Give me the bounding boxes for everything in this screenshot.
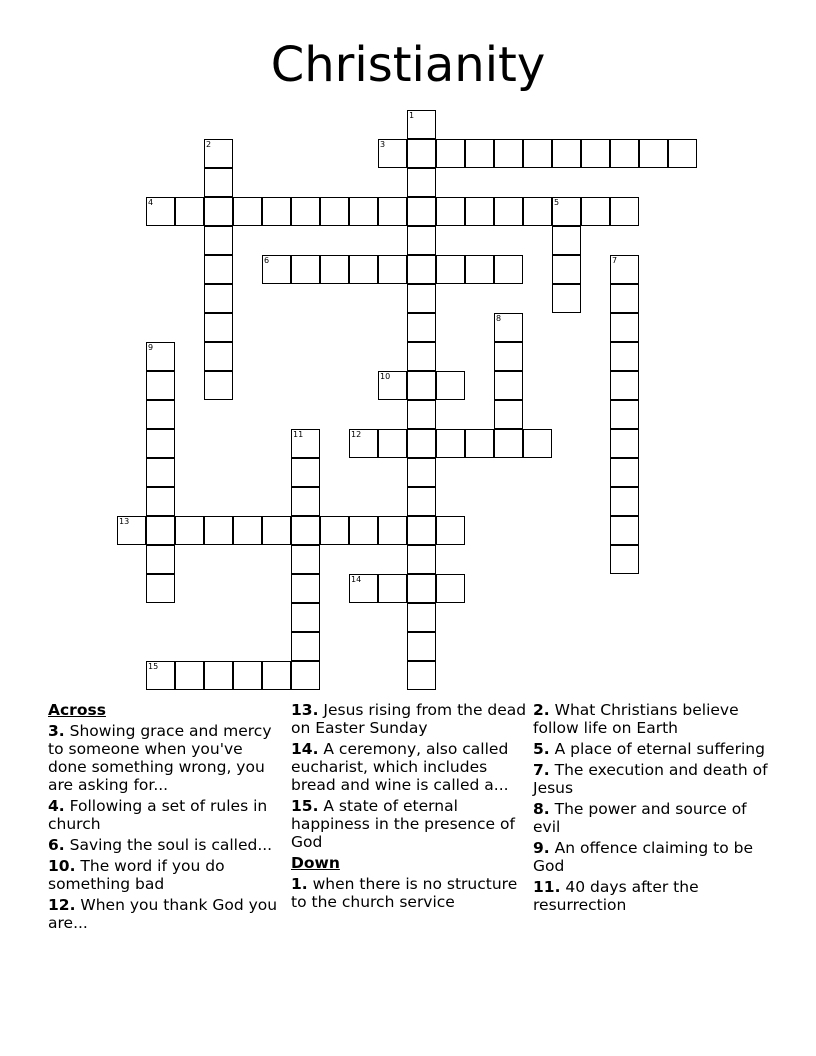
grid-cell[interactable] (407, 400, 436, 429)
grid-cell[interactable] (320, 255, 349, 284)
grid-cell[interactable] (291, 545, 320, 574)
down-heading: Down (291, 854, 340, 872)
grid-cell[interactable] (378, 429, 407, 458)
grid-cell[interactable] (291, 632, 320, 661)
grid-cell[interactable] (146, 400, 175, 429)
across-clue (48, 836, 284, 854)
down-clue (291, 875, 527, 911)
grid-cell[interactable] (494, 371, 523, 400)
grid-cell[interactable] (349, 429, 378, 458)
grid-cell[interactable] (204, 168, 233, 197)
grid-cell[interactable] (668, 139, 697, 168)
grid-cell[interactable] (262, 255, 291, 284)
clue-number: 8 (496, 314, 502, 323)
grid-cell[interactable] (436, 574, 465, 603)
grid-cell[interactable] (233, 516, 262, 545)
grid-cell[interactable] (146, 516, 175, 545)
grid-cell[interactable] (465, 429, 494, 458)
clue-number-label: 6. (48, 836, 65, 854)
clue-text: A state of eternal happiness in the presence of God (291, 797, 515, 851)
grid-cell[interactable] (204, 139, 233, 168)
grid-cell[interactable] (610, 487, 639, 516)
clue-text: Saving the soul is called... (69, 836, 273, 854)
grid-cell[interactable] (146, 429, 175, 458)
grid-cell[interactable] (349, 574, 378, 603)
grid-cell[interactable] (320, 516, 349, 545)
grid-cell[interactable] (436, 371, 465, 400)
grid-cell[interactable] (639, 139, 668, 168)
grid-cell[interactable] (436, 429, 465, 458)
grid-cell[interactable] (407, 284, 436, 313)
clue-text: 40 days after the resurrection (533, 878, 699, 914)
grid-cell[interactable] (523, 429, 552, 458)
across-clue (48, 797, 284, 833)
grid-cell[interactable] (175, 197, 204, 226)
clue-number: 2 (206, 140, 212, 149)
grid-cell[interactable] (204, 226, 233, 255)
clue-number: 10 (380, 372, 391, 381)
grid-cell[interactable] (610, 342, 639, 371)
across-clue (291, 797, 527, 851)
clue-number: 13 (119, 517, 130, 526)
down-clue (533, 839, 769, 875)
grid-cell[interactable] (610, 371, 639, 400)
clue-number-label: 3. (48, 722, 65, 740)
grid-cell[interactable] (465, 197, 494, 226)
grid-cell[interactable] (204, 516, 233, 545)
grid-cell[interactable] (146, 371, 175, 400)
grid-cell[interactable] (407, 429, 436, 458)
grid-cell[interactable] (610, 545, 639, 574)
grid-cell[interactable] (552, 139, 581, 168)
clue-number-label: 8. (533, 800, 550, 818)
grid-cell[interactable] (204, 197, 233, 226)
grid-cell[interactable] (378, 139, 407, 168)
grid-cell[interactable] (175, 516, 204, 545)
grid-cell[interactable] (436, 255, 465, 284)
clue-number: 12 (351, 430, 362, 439)
grid-cell[interactable] (436, 197, 465, 226)
grid-cell[interactable] (204, 661, 233, 690)
grid-cell[interactable] (378, 197, 407, 226)
grid-cell[interactable] (552, 197, 581, 226)
clue-number: 6 (264, 256, 270, 265)
clue-number: 7 (612, 256, 618, 265)
clue-text: The word if you do something bad (48, 857, 225, 893)
grid-cell[interactable] (262, 197, 291, 226)
grid-cell[interactable] (494, 400, 523, 429)
grid-cell[interactable] (291, 574, 320, 603)
grid-cell[interactable] (610, 197, 639, 226)
grid-cell[interactable] (349, 516, 378, 545)
clue-column-2 (291, 701, 527, 914)
grid-cell[interactable] (320, 197, 349, 226)
clue-number: 14 (351, 575, 362, 584)
grid-cell[interactable] (436, 516, 465, 545)
grid-cell[interactable] (465, 139, 494, 168)
grid-cell[interactable] (436, 139, 465, 168)
across-clue (48, 857, 284, 893)
clue-number-label: 1. (291, 875, 308, 893)
grid-cell[interactable] (204, 313, 233, 342)
grid-cell[interactable] (204, 255, 233, 284)
grid-cell[interactable] (494, 197, 523, 226)
grid-cell[interactable] (407, 603, 436, 632)
grid-cell[interactable] (407, 661, 436, 690)
grid-cell[interactable] (291, 661, 320, 690)
grid-cell[interactable] (407, 458, 436, 487)
grid-cell[interactable] (407, 255, 436, 284)
down-clue (533, 701, 769, 737)
clue-text: The power and source of evil (533, 800, 747, 836)
grid-cell[interactable] (291, 603, 320, 632)
clue-number: 4 (148, 198, 154, 207)
puzzle-title: Christianity (270, 37, 546, 93)
grid-cell[interactable] (233, 661, 262, 690)
grid-cell[interactable] (407, 342, 436, 371)
grid-cell[interactable] (407, 371, 436, 400)
clue-number-label: 15. (291, 797, 319, 815)
grid-cell[interactable] (407, 632, 436, 661)
clue-number-label: 13. (291, 701, 319, 719)
grid-cell[interactable] (465, 255, 494, 284)
clue-number-label: 5. (533, 740, 550, 758)
grid-cell[interactable] (291, 487, 320, 516)
clue-text: When you thank God you are... (48, 896, 278, 932)
grid-cell[interactable] (610, 458, 639, 487)
grid-cell[interactable] (291, 458, 320, 487)
clue-text: What Christians believe follow life on Earth (533, 701, 739, 737)
grid-cell[interactable] (378, 574, 407, 603)
grid-cell[interactable] (291, 516, 320, 545)
grid-cell[interactable] (494, 429, 523, 458)
grid-cell[interactable] (523, 139, 552, 168)
grid-cell[interactable] (610, 313, 639, 342)
grid-cell[interactable] (407, 110, 436, 139)
across-clue (48, 896, 284, 932)
clue-text: when there is no structure to the church service (291, 875, 518, 911)
clue-number: 15 (148, 662, 159, 671)
clue-number: 3 (380, 140, 386, 149)
grid-cell[interactable] (610, 429, 639, 458)
grid-cell[interactable] (378, 255, 407, 284)
grid-cell[interactable] (610, 139, 639, 168)
grid-cell[interactable] (581, 139, 610, 168)
grid-cell[interactable] (291, 255, 320, 284)
grid-cell[interactable] (378, 371, 407, 400)
grid-cell[interactable] (175, 661, 204, 690)
clue-column-1 (48, 701, 284, 935)
grid-cell[interactable] (291, 429, 320, 458)
grid-cell[interactable] (262, 661, 291, 690)
grid-cell[interactable] (146, 545, 175, 574)
clue-number-label: 7. (533, 761, 550, 779)
grid-cell[interactable] (610, 284, 639, 313)
clue-text: Following a set of rules in church (48, 797, 268, 833)
grid-cell[interactable] (407, 545, 436, 574)
grid-cell[interactable] (494, 342, 523, 371)
grid-cell[interactable] (494, 313, 523, 342)
grid-cell[interactable] (494, 255, 523, 284)
down-clue (533, 761, 769, 797)
clue-number-label: 12. (48, 896, 76, 914)
grid-cell[interactable] (407, 197, 436, 226)
clue-text: The execution and death of Jesus (533, 761, 768, 797)
across-clue (48, 722, 284, 794)
grid-cell[interactable] (407, 516, 436, 545)
clue-text: Showing grace and mercy to someone when you've done something wrong, you are asking for... (48, 722, 272, 794)
grid-cell[interactable] (407, 574, 436, 603)
grid-cell[interactable] (291, 197, 320, 226)
grid-cell[interactable] (262, 516, 291, 545)
grid-cell[interactable] (349, 197, 378, 226)
grid-cell[interactable] (146, 661, 175, 690)
grid-cell[interactable] (349, 255, 378, 284)
grid-cell[interactable] (552, 226, 581, 255)
grid-cell[interactable] (407, 487, 436, 516)
grid-cell[interactable] (146, 487, 175, 516)
clue-text: A ceremony, also called eucharist, which includes bread and wine is called a... (291, 740, 509, 794)
grid-cell[interactable] (407, 139, 436, 168)
grid-cell[interactable] (204, 371, 233, 400)
grid-cell[interactable] (407, 226, 436, 255)
grid-cell[interactable] (610, 516, 639, 545)
clue-number-label: 10. (48, 857, 76, 875)
clue-number: 11 (293, 430, 304, 439)
clue-number: 9 (148, 343, 154, 352)
grid-cell[interactable] (146, 342, 175, 371)
down-clue (533, 740, 769, 758)
clue-number-label: 4. (48, 797, 65, 815)
clue-number-label: 2. (533, 701, 550, 719)
clue-number-label: 9. (533, 839, 550, 857)
clue-number: 1 (409, 111, 415, 120)
grid-cell[interactable] (552, 255, 581, 284)
across-clue (291, 701, 527, 737)
clue-number: 5 (554, 198, 560, 207)
down-clue (533, 800, 769, 836)
grid-cell[interactable] (610, 400, 639, 429)
grid-cell[interactable] (117, 516, 146, 545)
down-clue (533, 878, 769, 914)
grid-cell[interactable] (581, 197, 610, 226)
grid-cell[interactable] (407, 313, 436, 342)
clue-number-label: 14. (291, 740, 319, 758)
grid-cell[interactable] (407, 168, 436, 197)
grid-cell[interactable] (610, 255, 639, 284)
clue-text: A place of eternal suffering (554, 740, 765, 758)
clue-text: An offence claiming to be God (533, 839, 753, 875)
grid-cell[interactable] (523, 197, 552, 226)
clue-column-3 (533, 701, 769, 917)
grid-cell[interactable] (146, 197, 175, 226)
grid-cell[interactable] (552, 284, 581, 313)
across-clue (291, 740, 527, 794)
grid-cell[interactable] (204, 342, 233, 371)
clue-number-label: 11. (533, 878, 561, 896)
grid-cell[interactable] (146, 458, 175, 487)
grid-cell[interactable] (378, 516, 407, 545)
across-heading: Across (48, 701, 106, 719)
grid-cell[interactable] (204, 284, 233, 313)
grid-cell[interactable] (146, 574, 175, 603)
clue-text: Jesus rising from the dead on Easter Sunday (291, 701, 527, 737)
grid-cell[interactable] (233, 197, 262, 226)
grid-cell[interactable] (494, 139, 523, 168)
